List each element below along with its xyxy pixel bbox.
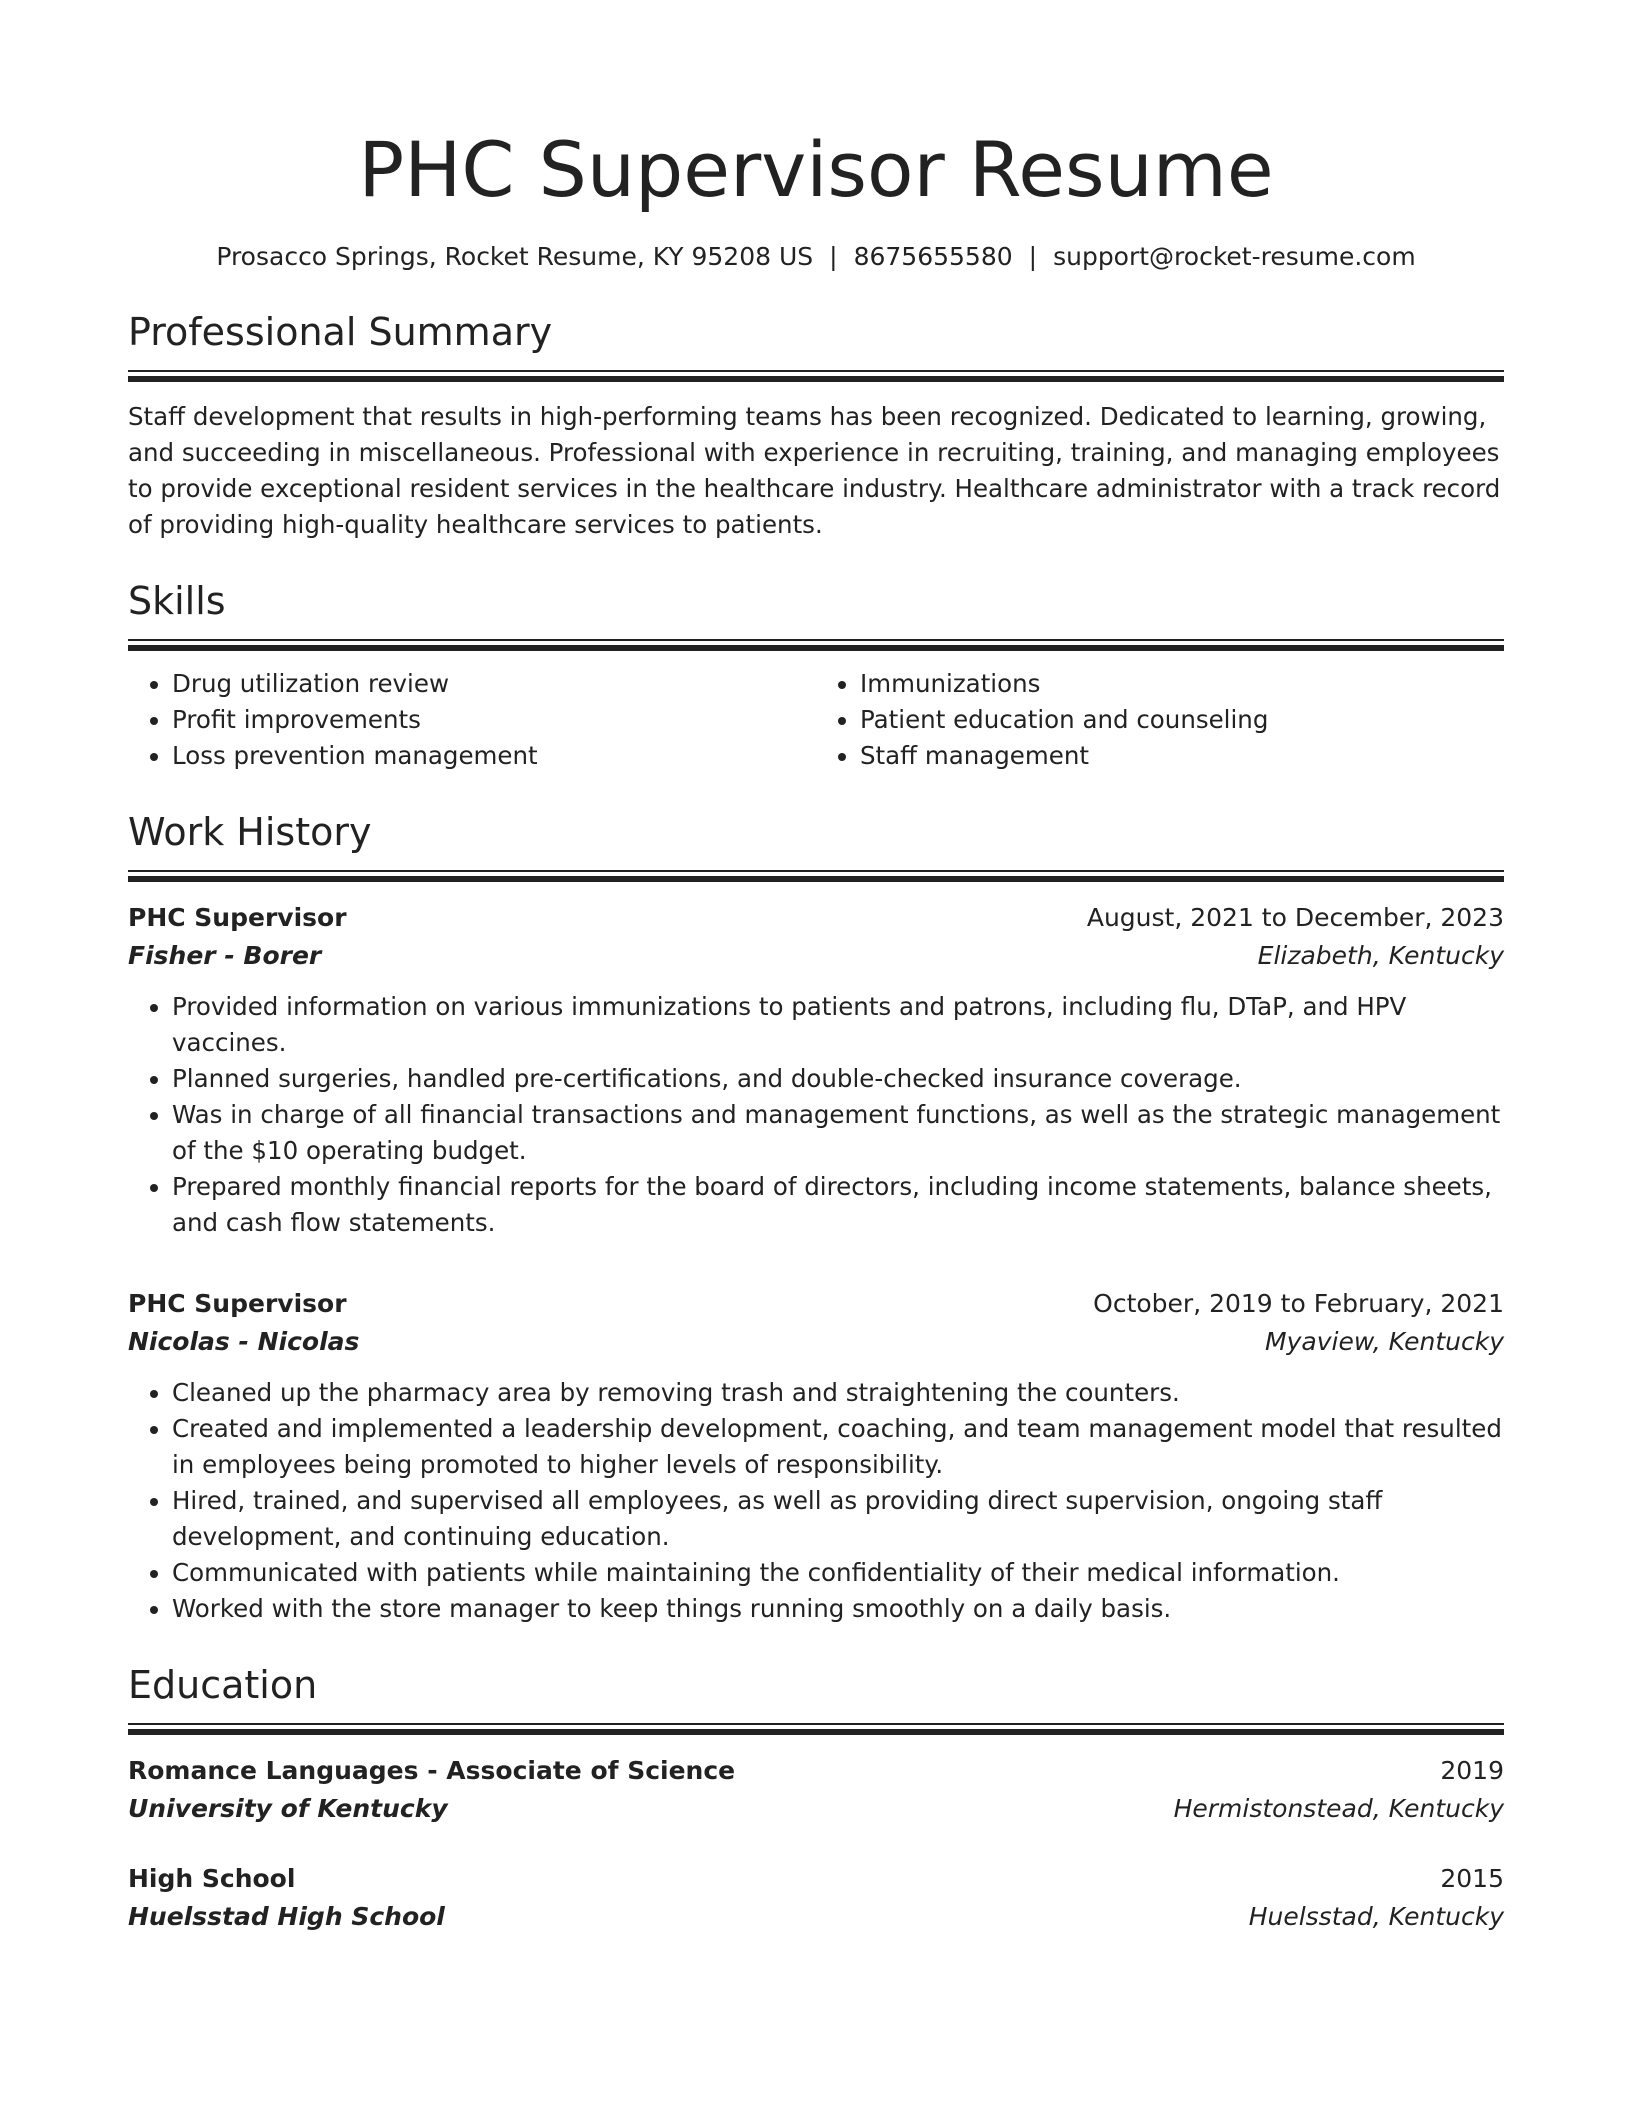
resume-title: PHC Supervisor Resume (358, 125, 1274, 214)
skills-column-right (816, 666, 1504, 774)
job-location: Elizabeth, Kentucky (1257, 941, 1504, 970)
job-bullets (128, 989, 1504, 1241)
skill-item: • Immunizations (860, 666, 1504, 702)
education-degree: High School (128, 1864, 296, 1893)
skill-item: • Profit improvements (172, 702, 816, 738)
contact-address: Prosacco Springs, Rocket Resume, KY 95208 US (216, 242, 814, 271)
education-entry (128, 1752, 1504, 1828)
skills-grid (128, 666, 1504, 774)
job-bullet: • Communicated with patients while maintaining the confidentiality of their medical information. (172, 1555, 1504, 1591)
job-location: Myaview, Kentucky (1265, 1327, 1504, 1356)
skill-item: • Drug utilization review (172, 666, 816, 702)
job-bullet: • Created and implemented a leadership development, coaching, and team management model that resulted in employees being promoted to higher levels of responsibility. (172, 1411, 1504, 1483)
skill-item: • Loss prevention management (172, 738, 816, 774)
section-title-summary: Professional Summary (128, 310, 553, 354)
job-header-row (128, 1285, 1504, 1323)
section-title-education: Education (128, 1663, 318, 1707)
skill-item: • Patient education and counseling (860, 702, 1504, 738)
section-divider (128, 870, 1504, 881)
skills-column-left (128, 666, 816, 774)
education-school: University of Kentucky (128, 1794, 448, 1823)
job-company: Nicolas - Nicolas (128, 1327, 360, 1356)
education-location: Huelsstad, Kentucky (1248, 1902, 1504, 1931)
job-entry (128, 899, 1504, 1241)
job-company-row (128, 937, 1504, 975)
contact-email: support@rocket-resume.com (1053, 242, 1416, 271)
section-title-skills: Skills (128, 579, 226, 623)
section-divider (128, 370, 1504, 381)
job-header-row (128, 899, 1504, 937)
education-entry (128, 1860, 1504, 1936)
job-title: PHC Supervisor (128, 1289, 347, 1318)
summary-section (128, 306, 1504, 543)
education-degree: Romance Languages - Associate of Science (128, 1756, 736, 1785)
job-bullet: • Cleaned up the pharmacy area by removing trash and straightening the counters. (172, 1375, 1504, 1411)
job-bullets (128, 1375, 1504, 1627)
skills-section (128, 575, 1504, 774)
job-bullet: • Hired, trained, and supervised all employees, as well as providing direct supervision, ongoing staff development, and continuing education. (172, 1483, 1504, 1555)
contact-line (128, 240, 1504, 274)
contact-phone: 8675655580 (853, 242, 1013, 271)
job-title: PHC Supervisor (128, 903, 347, 932)
job-dates: October, 2019 to February, 2021 (1093, 1289, 1504, 1318)
education-school-row (128, 1898, 1504, 1936)
education-header-row (128, 1752, 1504, 1790)
job-bullet: • Prepared monthly financial reports for the board of directors, including income statements, balance sheets, and cash flow statements. (172, 1169, 1504, 1241)
job-bullet: • Was in charge of all financial transactions and management functions, as well as the strategic management of the $10 operating budget. (172, 1097, 1504, 1169)
job-dates: August, 2021 to December, 2023 (1086, 903, 1504, 932)
job-company-row (128, 1323, 1504, 1361)
education-year: 2019 (1440, 1756, 1504, 1785)
work-history-section (128, 806, 1504, 1627)
job-bullet: • Worked with the store manager to keep things running smoothly on a daily basis. (172, 1591, 1504, 1627)
education-location: Hermistonstead, Kentucky (1173, 1794, 1504, 1823)
section-divider (128, 1723, 1504, 1734)
contact-separator: | (829, 242, 838, 271)
job-bullet: • Planned surgeries, handled pre-certifications, and double-checked insurance coverage. (172, 1061, 1504, 1097)
contact-separator: | (1028, 242, 1038, 271)
job-company: Fisher - Borer (128, 941, 322, 970)
education-school: Huelsstad High School (128, 1902, 445, 1931)
section-divider (128, 639, 1504, 650)
skill-item: • Staff management (860, 738, 1504, 774)
job-entry (128, 1285, 1504, 1627)
job-bullet: • Provided information on various immunizations to patients and patrons, including flu, DTaP, and HPV vaccines. (172, 989, 1504, 1061)
education-section (128, 1659, 1504, 1936)
section-title-work-history: Work History (128, 810, 372, 854)
education-year: 2015 (1440, 1864, 1504, 1893)
education-school-row (128, 1790, 1504, 1828)
education-header-row (128, 1860, 1504, 1898)
summary-text: Staff development that results in high-performing teams has been recognized. Dedicated to learning, growing, and succeeding in miscellaneous. Professional with experience in recruiting, training, and managing employees to provide exceptional resident services in the healthcare industry. Healthcare administrator with a track record of providing high-quality healthcare services to patients. (128, 402, 1501, 539)
